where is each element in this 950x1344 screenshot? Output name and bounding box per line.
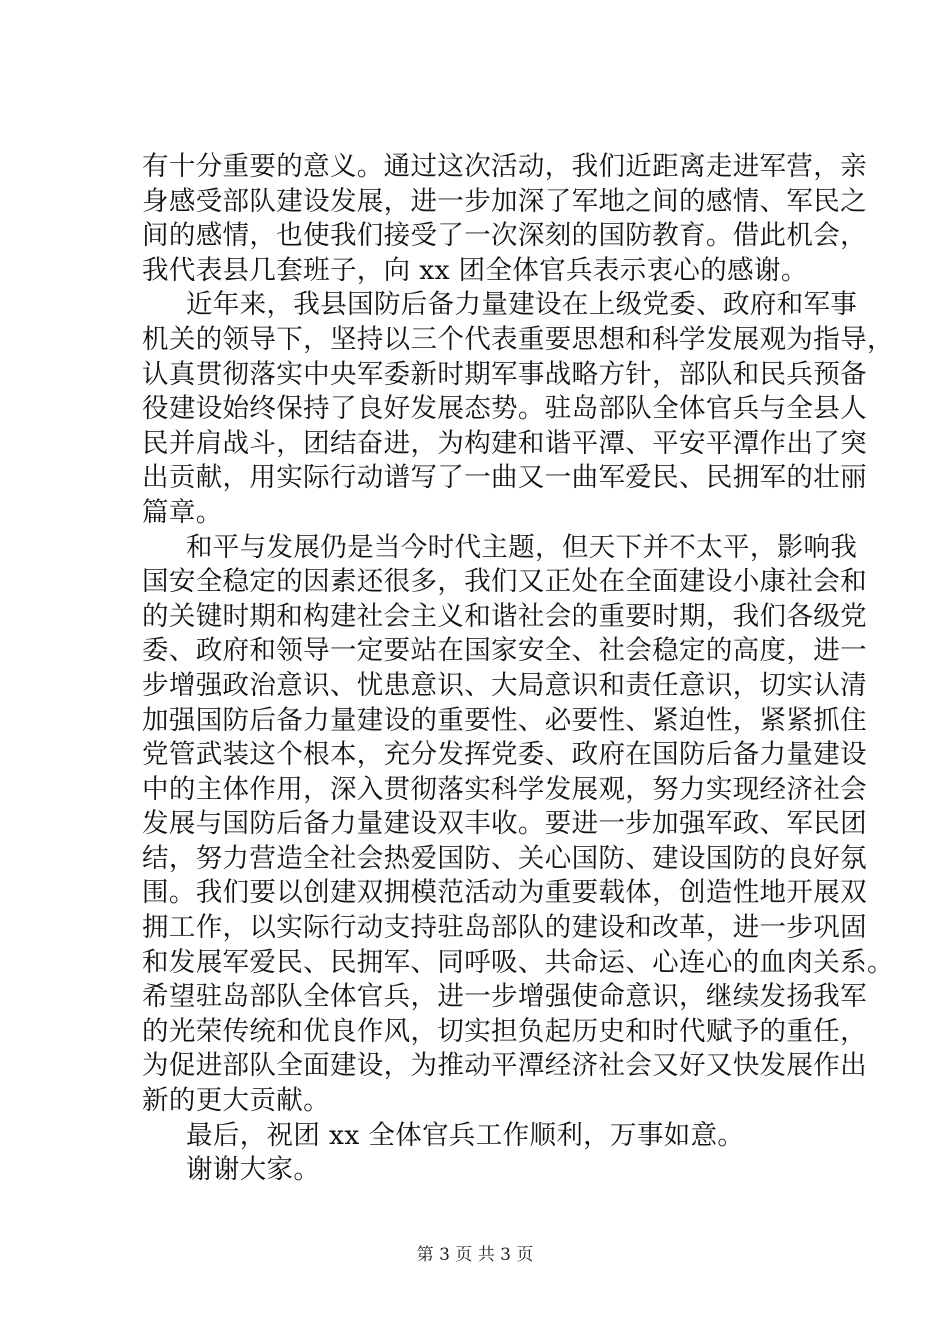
body-line: 结，努力营造全社会热爱国防、关心国防、建设国防的良好氛 [142, 842, 867, 874]
body-line: 认真贯彻落实中央军委新时期军事战略方针，部队和民兵预备 [142, 358, 867, 390]
body-line: 民并肩战斗，团结奋进，为构建和谐平潭、平安平潭作出了突 [142, 427, 867, 459]
body-line: 出贡献，用实际行动谱写了一曲又一曲军爱民、民拥军的壮丽 [142, 462, 867, 494]
body-line: 新的更大贡献。 [142, 1085, 330, 1117]
body-line: 围。我们要以创建双拥模范活动为重要载体，创造性地开展双 [142, 877, 867, 909]
body-line: 发展与国防后备力量建设双丰收。要进一步加强军政、军民团 [142, 808, 867, 840]
body-line: 机关的领导下，坚持以三个代表重要思想和科学发展观为指导， [142, 323, 894, 355]
page-number-footer: 第 3 页 共 3 页 [416, 1245, 534, 1265]
body-line: 为促进部队全面建设，为推动平潭经济社会又好又快发展作出 [142, 1050, 867, 1082]
paragraph-first-line: 和平与发展仍是当今时代主题，但天下并不太平，影响我 [186, 531, 858, 563]
body-line: 间的感情，也使我们接受了一次深刻的国防教育。借此机会， [142, 220, 867, 252]
paragraph-first-line: 谢谢大家。 [186, 1154, 321, 1186]
body-line: 的关键时期和构建社会主义和谐社会的重要时期，我们各级党 [142, 600, 867, 632]
body-line: 役建设始终保持了良好发展态势。驻岛部队全体官兵与全县人 [142, 393, 867, 425]
body-line: 国安全稳定的因素还很多，我们又正处在全面建设小康社会和 [142, 566, 867, 598]
body-line: 中的主体作用，深入贯彻落实科学发展观，努力实现经济社会 [142, 773, 867, 805]
body-line: 党管武装这个根本，充分发挥党委、政府在国防后备力量建设 [142, 739, 867, 771]
body-line: 有十分重要的意义。通过这次活动，我们近距离走进军营，亲 [142, 151, 867, 182]
body-line: 步增强政治意识、忧患意识、大局意识和责任意识，切实认清 [142, 669, 867, 701]
body-line: 篇章。 [142, 496, 223, 528]
paragraph-first-line: 近年来，我县国防后备力量建设在上级党委、政府和军事 [186, 289, 858, 321]
body-line: 的光荣传统和优良作风，切实担负起历史和时代赋予的重任， [142, 1015, 867, 1047]
body-line: 我代表县几套班子，向 xx 团全体官兵表示衷心的感谢。 [142, 254, 808, 286]
body-line: 加强国防后备力量建设的重要性、必要性、紧迫性，紧紧抓住 [142, 704, 867, 736]
body-line: 希望驻岛部队全体官兵，进一步增强使命意识，继续发扬我军 [142, 981, 867, 1013]
body-line: 拥工作，以实际行动支持驻岛部队的建设和改革，进一步巩固 [142, 912, 867, 944]
body-line: 委、政府和领导一定要站在国家安全、社会稳定的高度，进一 [142, 635, 867, 667]
document-body [142, 150, 894, 1188]
paragraph-first-line: 最后，祝团 xx 全体官兵工作顺利，万事如意。 [186, 1119, 745, 1151]
body-line: 和发展军爱民、民拥军、同呼吸、共命运、心连心的血肉关系。 [142, 946, 894, 978]
body-line: 身感受部队建设发展，进一步加深了军地之间的感情、军民之 [142, 185, 867, 217]
